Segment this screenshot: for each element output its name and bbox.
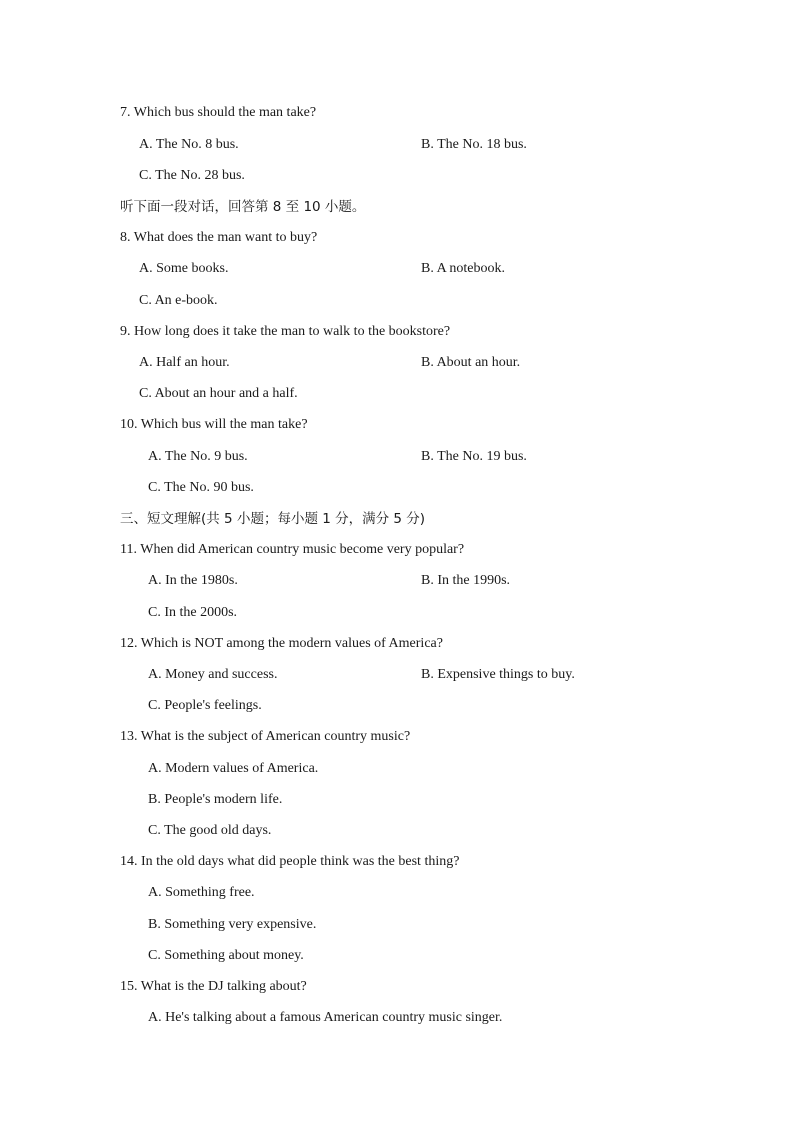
option-14b: B. Something very expensive. — [148, 917, 317, 932]
question-14: 14. In the old days what did people think was the best thing? — [120, 854, 460, 869]
option-7b: B. The No. 18 bus. — [421, 137, 527, 152]
question-8: 8. What does the man want to buy? — [120, 230, 318, 245]
option-13b: B. People's modern life. — [148, 792, 283, 807]
option-11c: C. In the 2000s. — [148, 605, 238, 620]
option-10b: B. The No. 19 bus. — [421, 449, 527, 464]
option-15a: A. He's talking about a famous American country music singer. — [148, 1010, 503, 1025]
question-11: 11. When did American country music become very popular? — [120, 542, 465, 557]
option-8c: C. An e-book. — [139, 293, 218, 308]
option-12a: A. Money and success. — [148, 667, 278, 682]
option-13a: A. Modern values of America. — [148, 761, 319, 776]
question-10: 10. Which bus will the man take? — [120, 417, 308, 432]
option-8b: B. A notebook. — [421, 261, 506, 276]
option-13c: C. The good old days. — [148, 823, 272, 838]
question-15: 15. What is the DJ talking about? — [120, 979, 307, 994]
question-13: 13. What is the subject of American country music? — [120, 729, 411, 744]
option-9c: C. About an hour and a half. — [139, 386, 298, 401]
question-12: 12. Which is NOT among the modern values of America? — [120, 636, 443, 651]
option-12b: B. Expensive things to buy. — [421, 667, 575, 682]
option-9a: A. Half an hour. — [139, 355, 230, 370]
question-7: 7. Which bus should the man take? — [120, 105, 317, 120]
option-10c: C. The No. 90 bus. — [148, 480, 254, 495]
question-9: 9. How long does it take the man to walk to the bookstore? — [120, 324, 451, 339]
option-14c: C. Something about money. — [148, 948, 304, 963]
option-8a: A. Some books. — [139, 261, 229, 276]
option-11b: B. In the 1990s. — [421, 573, 511, 588]
option-7a: A. The No. 8 bus. — [139, 137, 239, 152]
option-11a: A. In the 1980s. — [148, 573, 238, 588]
option-14a: A. Something free. — [148, 885, 255, 900]
option-7c: C. The No. 28 bus. — [139, 168, 245, 183]
section-heading-3: 三、短文理解(共 5 小题；每小题 1 分，满分 5 分) — [120, 511, 426, 527]
option-10a: A. The No. 9 bus. — [148, 449, 248, 464]
option-12c: C. People's feelings. — [148, 698, 262, 713]
section-heading-8-10: 听下面一段对话，回答第 8 至 10 小题。 — [120, 199, 366, 215]
option-9b: B. About an hour. — [421, 355, 521, 370]
